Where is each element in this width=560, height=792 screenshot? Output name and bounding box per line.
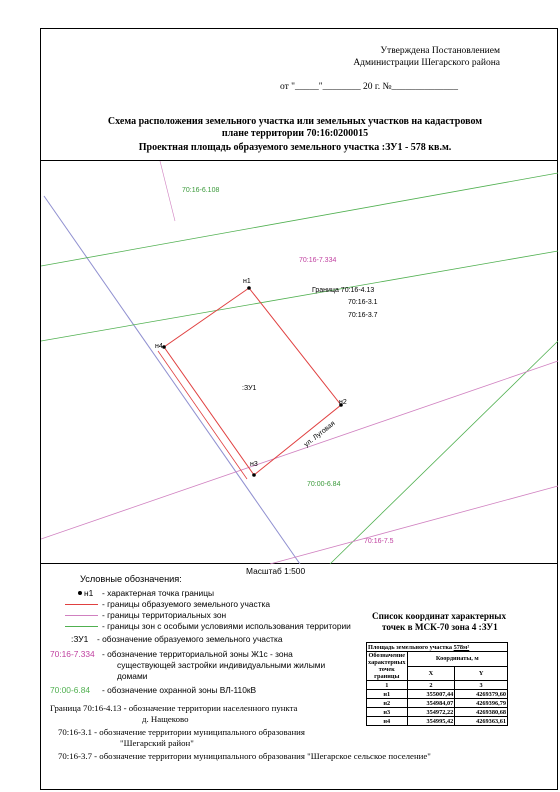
col-y-header: Y bbox=[455, 666, 508, 681]
legend-point-desc: - характерная точка границы bbox=[102, 588, 215, 598]
legend-special-line bbox=[65, 626, 98, 627]
x-cell: 354972,22 bbox=[407, 708, 455, 717]
title-line1: Схема расположения земельного участка или земельных участков на кадастровом bbox=[107, 116, 483, 127]
approved-line1: Утверждена Постановлением bbox=[380, 46, 500, 56]
table-row bbox=[367, 708, 508, 717]
legend-zones-line bbox=[65, 615, 98, 616]
title-line2: плане территории 70:16:0200015 bbox=[221, 128, 369, 139]
table-row bbox=[367, 699, 508, 708]
legend-boundary-desc2: д. Нащеково bbox=[142, 714, 189, 724]
col-x-header: X bbox=[407, 666, 455, 681]
zone-boundary-line bbox=[41, 361, 558, 539]
coords-title2: точек в МСК-70 зона 4 :ЗУ1 bbox=[382, 622, 498, 632]
legend-zone-desc3: домами bbox=[117, 671, 148, 681]
point-cell: н2 bbox=[367, 699, 408, 708]
area-label: Площадь земельного участка bbox=[368, 643, 453, 651]
x-cell: 354984,07 bbox=[407, 699, 455, 708]
zone-label-mid: 70:16-7.334 bbox=[299, 257, 337, 264]
y-cell: 4269363,61 bbox=[455, 717, 508, 726]
zone-boundary-line bbox=[160, 161, 175, 221]
point-cell: н3 bbox=[367, 708, 408, 717]
table-row bbox=[367, 690, 508, 699]
legend-zone-desc2: существующей застройки индивидуальными жилыми bbox=[117, 660, 326, 670]
legend-guard-desc: - обозначение охранной зоны ВЛ-110кВ bbox=[102, 685, 257, 695]
legend-zu-desc: - обозначение образуемого земельного участка bbox=[97, 634, 283, 644]
col-coords-header: Координаты, м bbox=[407, 652, 507, 667]
x-cell: 354995,42 bbox=[407, 717, 455, 726]
point-cell: н1 bbox=[367, 690, 408, 699]
coords-title1: Список координат характерных bbox=[372, 611, 507, 621]
approved-line2: Администрации Шегарского района bbox=[353, 58, 500, 68]
point-label-n3: н3 bbox=[250, 461, 258, 468]
legend-boundary-desc: Граница 70:16-4.13 - обозначение территории населенного пункта bbox=[50, 703, 298, 713]
point-label-n4: н4 bbox=[155, 343, 163, 350]
legend-special-desc: - границы зон с особыми условиями использования территории bbox=[102, 621, 351, 631]
index-cell: 1 bbox=[367, 681, 408, 690]
legend-guard-sym: 70:00-6.84 bbox=[50, 685, 91, 695]
point-label-n1: н1 bbox=[243, 278, 251, 285]
parcel-boundary bbox=[164, 288, 341, 475]
legend-point-sym: н1 bbox=[84, 588, 94, 598]
special-zone-line bbox=[41, 251, 558, 341]
area-value: 578м² bbox=[453, 643, 470, 651]
legend-heading: Условные обозначения: bbox=[80, 574, 182, 584]
title-line3: Проектная площадь образуемого земельного участка :ЗУ1 - 578 кв.м. bbox=[138, 142, 452, 153]
boundary-label: Граница 70:16-4.13 bbox=[312, 287, 375, 294]
legend-zu-sym: :ЗУ1 bbox=[71, 634, 89, 644]
y-cell: 4269380,68 bbox=[455, 708, 508, 717]
special-zone-line bbox=[330, 341, 558, 564]
map-drawing bbox=[41, 161, 558, 565]
area-row bbox=[367, 643, 508, 652]
muni2-label: 70:16-3.7 bbox=[348, 312, 378, 319]
date-line: от "_____"________ 20 г. №______________ bbox=[280, 82, 459, 92]
street-edge-line bbox=[158, 351, 247, 479]
y-cell: 4269379,60 bbox=[455, 690, 508, 699]
guard-zone-label: 70:00-6.84 bbox=[307, 481, 341, 488]
street-label: ул. Луговая bbox=[303, 420, 337, 449]
legend-muni1-desc: 70:16-3.1 - обозначение территории муниципального образования bbox=[58, 727, 305, 737]
legend-zone-desc1: - обозначение территориальной зоны Ж1с - зона bbox=[102, 649, 293, 659]
point-cell: н4 bbox=[367, 717, 408, 726]
legend-muni2-desc: 70:16-3.7 - обозначение территории муниципального образования "Шегарское сельское поселение" bbox=[58, 751, 431, 761]
legend-point-marker bbox=[78, 591, 82, 595]
zone-boundary-line bbox=[270, 486, 558, 564]
territory-boundary-line bbox=[44, 196, 300, 564]
point-n3-marker bbox=[252, 473, 256, 477]
cadastral-map bbox=[41, 160, 558, 564]
special-zone-line bbox=[41, 173, 558, 266]
x-cell: 355007,44 bbox=[407, 690, 455, 699]
zone-label-top: 70:16-6.108 bbox=[182, 187, 220, 194]
legend-zones-desc: - границы территориальных зон bbox=[102, 610, 227, 620]
zone-label-bottom: 70:16-7.5 bbox=[364, 538, 394, 545]
point-label-n2: н2 bbox=[339, 399, 347, 406]
col-point-header: Обозначение характерных точек границы bbox=[368, 652, 406, 680]
index-cell: 3 bbox=[455, 681, 508, 690]
y-cell: 4269396,79 bbox=[455, 699, 508, 708]
parcel-label: :ЗУ1 bbox=[242, 385, 257, 392]
muni1-label: 70:16-3.1 bbox=[348, 299, 378, 306]
scale-label: Масштаб 1:500 bbox=[246, 566, 306, 576]
table-row bbox=[367, 717, 508, 726]
legend-zone-sym: 70:16-7.334 bbox=[50, 649, 95, 659]
index-cell: 2 bbox=[407, 681, 455, 690]
legend-muni1-desc2: "Шегарский район" bbox=[120, 738, 194, 748]
legend-parcel-line bbox=[65, 604, 98, 605]
legend-parcel-desc: - границы образуемого земельного участка bbox=[102, 599, 271, 609]
coordinates-table bbox=[366, 642, 508, 726]
point-n1-marker bbox=[247, 286, 251, 290]
